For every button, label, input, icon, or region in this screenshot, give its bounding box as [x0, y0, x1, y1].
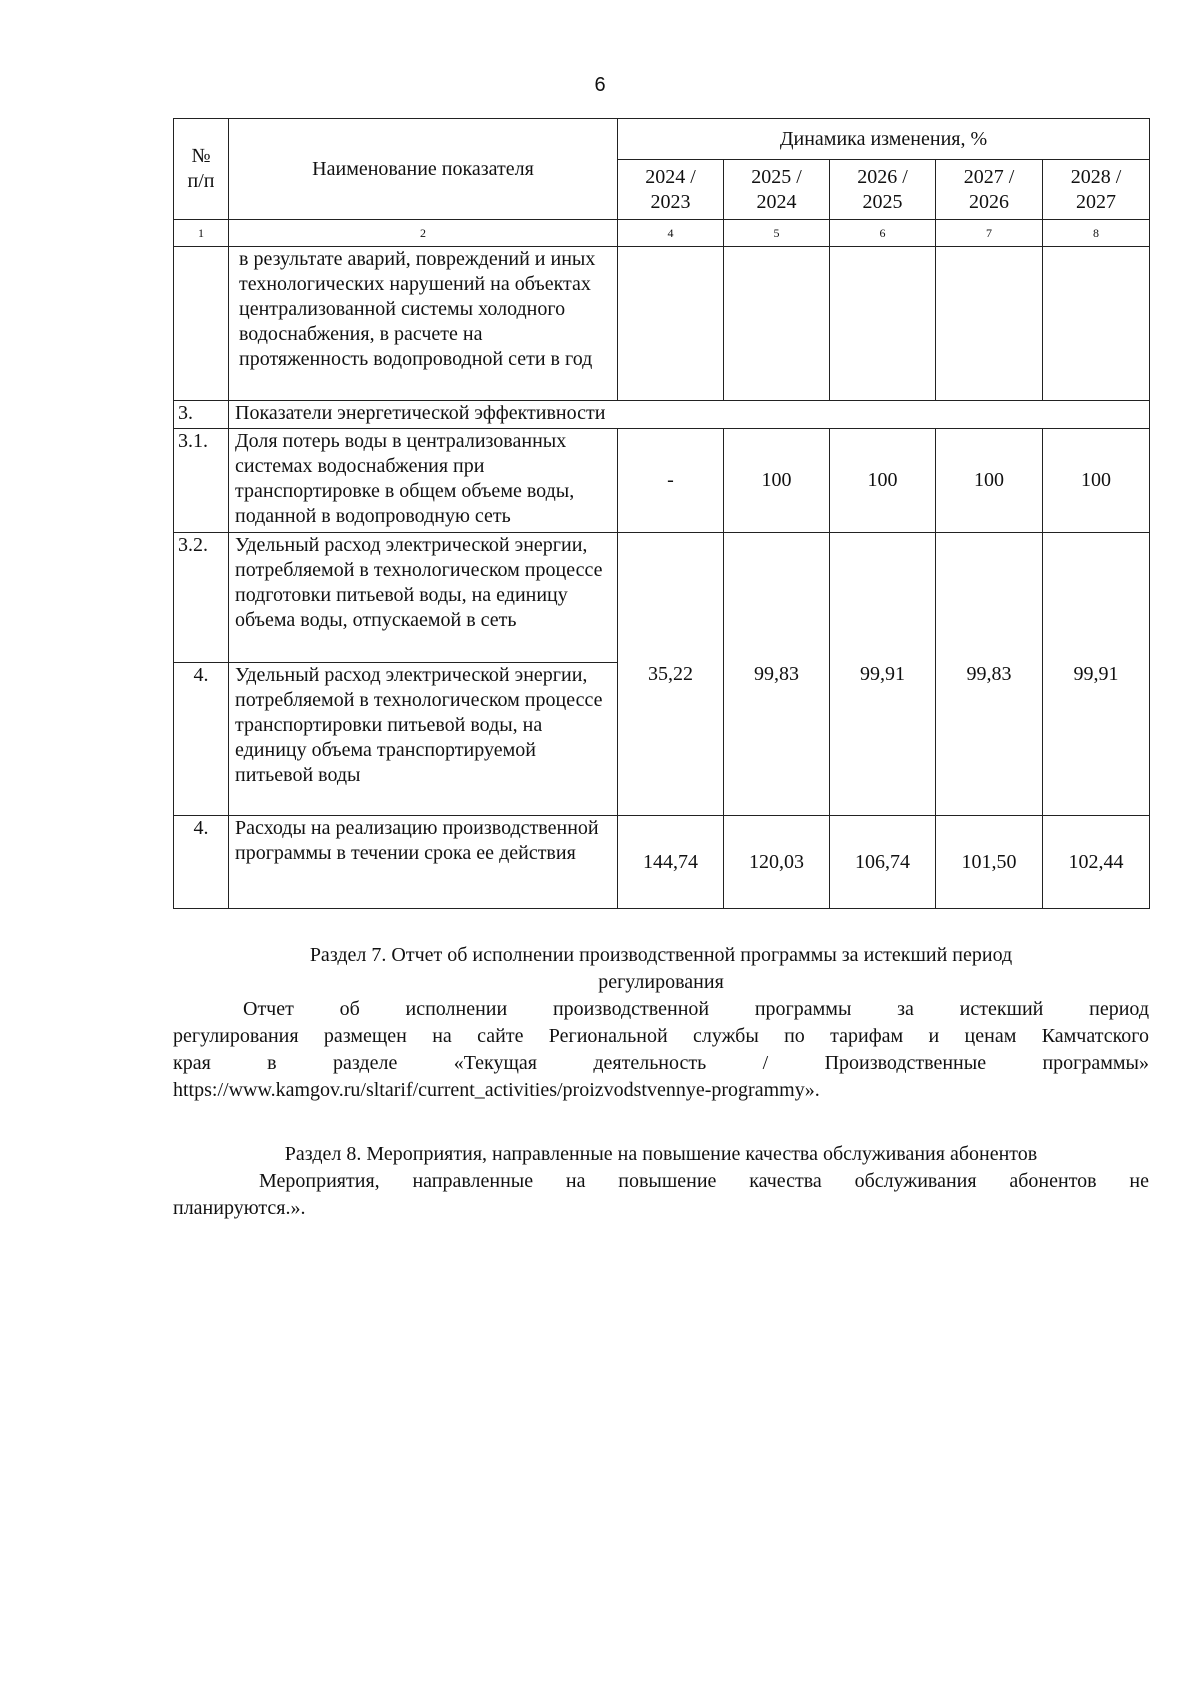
row-value: 100	[1043, 429, 1150, 533]
row-value: 99,91	[1043, 533, 1150, 816]
row-value	[1043, 247, 1150, 401]
row-num: 3.2.	[178, 534, 208, 556]
table-row-4	[174, 816, 1150, 909]
row-name: Доля потерь воды в централизованных системах водоснабжения при транспортировке в общем объеме воды, поданной в водопроводную сеть	[229, 429, 618, 533]
col-number: 6	[830, 220, 936, 247]
section-8-text-line: Мероприятия, направленные на повышение качества обслуживания абонентов не	[259, 1170, 1149, 1192]
table-row-section3	[174, 401, 1150, 429]
row-name: в результате аварий, повреждений и иных технологических нарушений на объектах централизованной системы холодного водоснабжения, в расчете на протяженность водопроводной сети в год	[229, 247, 618, 401]
indicators-table	[173, 118, 1150, 909]
column-numbers-row	[174, 220, 1150, 247]
section-7-title-cont: регулирования	[598, 971, 724, 993]
row-value: 100	[936, 429, 1043, 533]
row-num: 3.1.	[174, 429, 229, 533]
row-value: 102,44	[1043, 816, 1150, 909]
row-value: 99,91	[830, 533, 936, 816]
col-number: 1	[174, 220, 229, 247]
row-num	[174, 247, 229, 401]
page-number: 6	[594, 74, 606, 96]
row-value	[618, 247, 724, 401]
col-number: 2	[229, 220, 618, 247]
col-number: 8	[1043, 220, 1150, 247]
row-value	[936, 247, 1043, 401]
row-num-2: 4.	[174, 662, 228, 815]
row-value: 101,50	[936, 816, 1043, 909]
header-year-5: 2028 / 2027	[1043, 160, 1150, 220]
section-7-link: https://www.kamgov.ru/sltarif/current_activities/proizvodstvennye-programmy».	[173, 1079, 820, 1101]
header-year-3: 2026 / 2025	[830, 160, 936, 220]
row-num: 4.	[174, 816, 229, 909]
section-8-text-line: планируются.».	[173, 1197, 306, 1219]
table-row-3-1	[174, 429, 1150, 533]
row-value: 100	[830, 429, 936, 533]
table-row-3-2	[174, 533, 1150, 816]
col-number: 4	[618, 220, 724, 247]
row-value	[724, 247, 830, 401]
row-value: 99,83	[724, 533, 830, 816]
row-name: Удельный расход электрической энергии, потребляемой в технологическом процессе подготовки питьевой воды, на единицу объема воды, отпускаемой в сеть	[235, 534, 603, 631]
header-row-1	[174, 119, 1150, 160]
row-num: 3.	[174, 401, 229, 429]
header-year-1: 2024 / 2023	[618, 160, 724, 220]
header-year-4: 2027 / 2026	[936, 160, 1043, 220]
row-value: 106,74	[830, 816, 936, 909]
section-8	[173, 1141, 1149, 1222]
row-name-merged	[229, 533, 618, 816]
row-num-merged	[174, 533, 229, 816]
section-7-text-line: регулирования размещен на сайте Региональной службы по тарифам и ценам Камчатского	[173, 1025, 1149, 1047]
row-value	[830, 247, 936, 401]
row-value: 99,83	[936, 533, 1043, 816]
header-year-2: 2025 / 2024	[724, 160, 830, 220]
col-number: 7	[936, 220, 1043, 247]
header-dynamics: Динамика изменения, %	[618, 119, 1150, 160]
row-value: 100	[724, 429, 830, 533]
row-name: Расходы на реализацию производственной программы в течении срока ее действия	[229, 816, 618, 909]
header-name: Наименование показателя	[229, 119, 618, 220]
col-number: 5	[724, 220, 830, 247]
section-7-title: Раздел 7. Отчет об исполнении производственной программы за истекший период	[309, 944, 1013, 966]
row-value: 144,74	[618, 816, 724, 909]
section-7	[173, 942, 1149, 1104]
row-value: 35,22	[618, 533, 724, 816]
header-num: № п/п	[174, 119, 229, 220]
row-value: 120,03	[724, 816, 830, 909]
row-name-2: Удельный расход электрической энергии, потребляемой в технологическом процессе транспортировки питьевой воды, на единицу объема транспортируемой питьевой воды	[229, 662, 617, 815]
section-7-text-line: Отчет об исполнении производственной программы за истекший период	[243, 998, 1149, 1020]
table-row-continuation	[174, 247, 1150, 401]
section-7-text-line: края в разделе «Текущая деятельность / Производственные программы»	[173, 1052, 1149, 1074]
row-value: -	[618, 429, 724, 533]
section-8-title: Раздел 8. Мероприятия, направленные на повышение качества обслуживания абонентов	[284, 1143, 1038, 1165]
row-name: Показатели энергетической эффективности	[229, 401, 1150, 429]
